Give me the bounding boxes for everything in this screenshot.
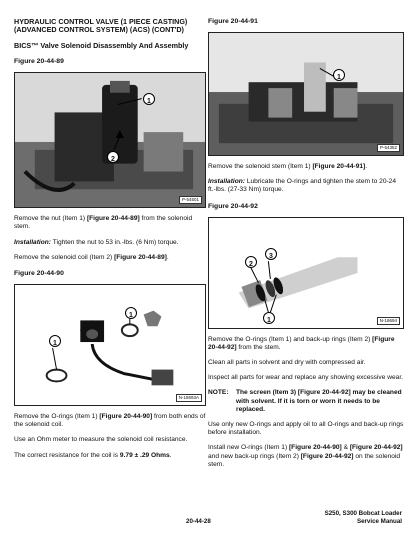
coil-resistance: The correct resistance for the coil is 9.79 ± .29 Ohms. <box>14 451 172 459</box>
figure-label-91: Figure 20-44-91 <box>208 18 258 25</box>
callout-2: 2 <box>107 151 119 163</box>
figure-label-92: Figure 20-44-92 <box>208 202 258 210</box>
figure-20-44-91 <box>208 32 404 156</box>
callout-1-bottom: 1 <box>49 335 61 347</box>
figure-code: P-54352 <box>377 144 400 152</box>
step-remove-orings: Remove the O-rings (Item 1) [Figure 20-44-90] from both ends of the solenoid coil. <box>14 413 206 429</box>
installation-nut: Installation: Tighten the nut to 53 in.-lbs. (6 Nm) torque. <box>14 238 179 246</box>
figure-code: P-54501 <box>179 196 202 204</box>
figure-label-90: Figure 20-44-90 <box>14 270 64 278</box>
step-remove-orings-backup: Remove the O-rings (Item 1) and back-up rings (Item 2) [Figure 20-44-92] from the stem. <box>208 335 395 351</box>
figure-20-44-89 <box>14 72 206 208</box>
callout-2: 2 <box>245 256 257 268</box>
step-ohm-meter: Use an Ohm meter to measure the solenoid coil resistance. <box>14 436 188 444</box>
figure-code: N-18693A <box>176 394 202 402</box>
right-column <box>208 18 404 469</box>
callout-1-top: 1 <box>125 307 137 319</box>
footer-model: S250, S300 Bobcat Loader Service Manual <box>324 510 402 525</box>
section-heading: BICS™ Valve Solenoid Disassembly And Assembly <box>14 40 189 50</box>
step-inspect: Inspect all parts for wear and replace any showing excessive wear. <box>208 374 403 382</box>
page-title: HYDRAULIC CONTROL VALVE (1 PIECE CASTING) (ADVANCED CONTROL SYSTEM) (ACS) (CONT'D) <box>14 17 188 35</box>
photo-stem-orings <box>209 218 403 328</box>
callout-1: 1 <box>263 312 275 324</box>
figure-20-44-90 <box>14 284 206 406</box>
step-clean: Clean all parts in solvent and dry with compressed air. <box>208 359 366 367</box>
figure-label-89: Figure 20-44-89 <box>14 58 64 66</box>
installation-stem: Installation: Lubricate the O-rings and tighten the stem to 20-24 ft.-lbs. (27-33 Nm) torque. <box>208 178 397 194</box>
page-number: 20-44-28 <box>186 518 211 525</box>
callout-1: 1 <box>143 93 155 105</box>
step-install-orings: Install new O-rings (Item 1) [Figure 20-44-90] & [Figure 20-44-92] and new back-up rings (Item 2) [Figure 20-44-92] on the solenoid stem. <box>208 444 403 468</box>
step-new-orings: Use only new O-rings and apply oil to all O-rings and back-up rings before installation. <box>208 421 404 437</box>
note-screen: NOTE: The screen (Item 3) [Figure 20-44-92] may be cleaned with solvent. If it is torn or worn it needs to be replaced. <box>208 389 402 413</box>
callout-1: 1 <box>333 69 345 81</box>
figure-20-44-92 <box>208 217 404 329</box>
step-remove-stem: Remove the solenoid stem (Item 1) [Figure 20-44-91]. <box>208 163 368 170</box>
callout-3: 3 <box>265 248 277 260</box>
photo-solenoid-stem <box>209 33 403 155</box>
left-column <box>14 18 206 460</box>
figure-code: N-18694 <box>377 317 400 325</box>
photo-coil-orings <box>15 285 205 405</box>
photo-solenoid-valve <box>15 73 205 207</box>
step-remove-nut: Remove the nut (Item 1) [Figure 20-44-89] from the solenoid stem. <box>14 215 193 231</box>
step-remove-coil: Remove the solenoid coil (Item 2) [Figure 20-44-89]. <box>14 253 169 261</box>
